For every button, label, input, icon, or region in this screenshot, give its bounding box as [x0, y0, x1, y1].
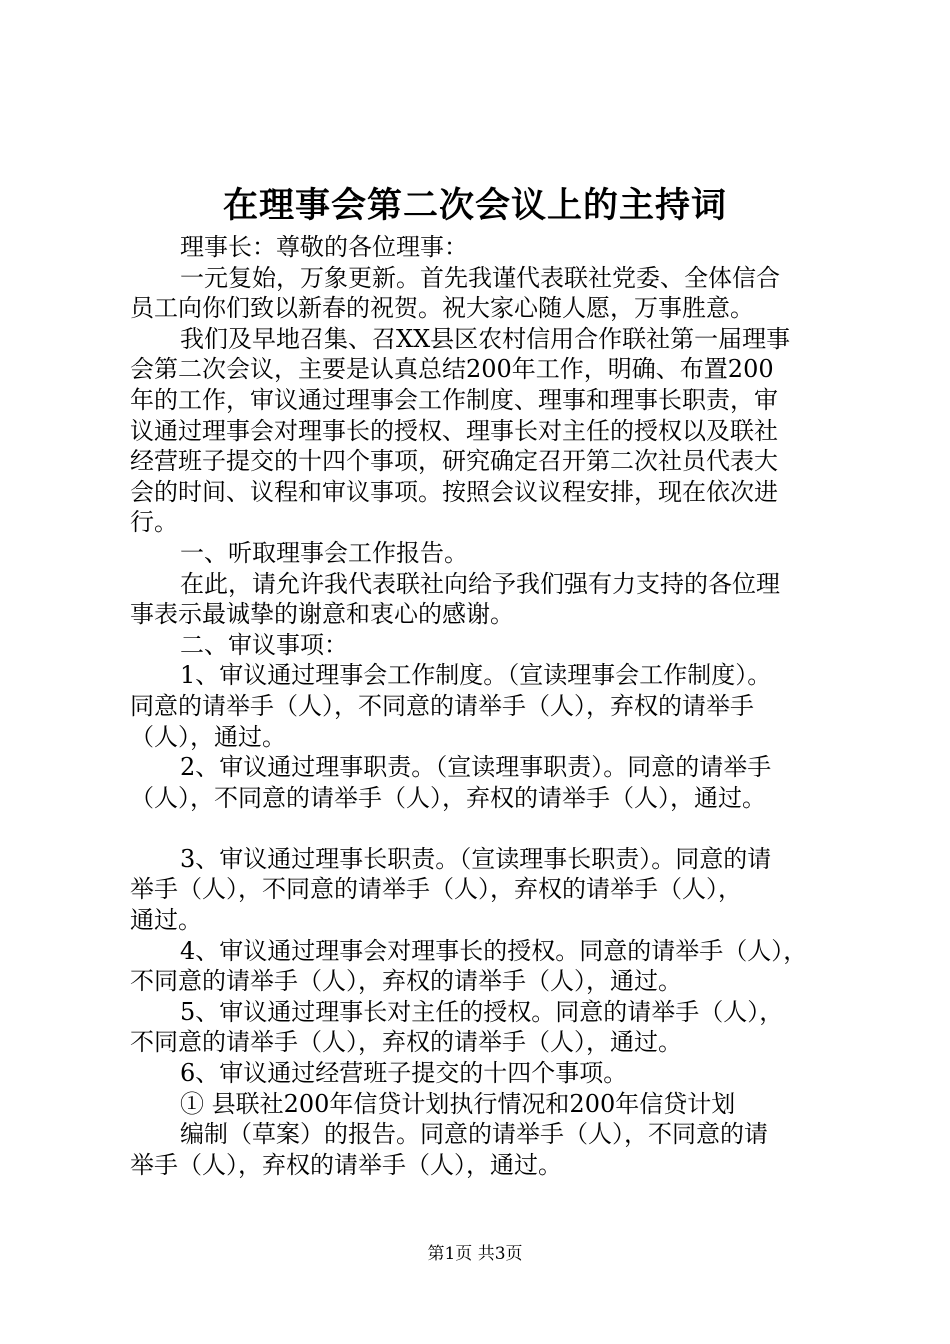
body-line: 1、审议通过理事会工作制度。（宣读理事会工作制度）。: [180, 661, 772, 690]
body-line: 同意的请举手（人），不同意的请举手（人），弃权的请举手: [130, 691, 754, 720]
body-line: 年的工作，审议通过理事会工作制度、理事和理事长职责，审: [130, 385, 778, 414]
body-line: （人），不同意的请举手（人），弃权的请举手（人），通过。: [130, 783, 766, 812]
body-line: （人），通过。: [130, 722, 286, 751]
body-line: 经营班子提交的十四个事项，研究确定召开第二次社员代表大: [130, 447, 778, 476]
body-line: 会第二次会议，主要是认真总结200年工作，明确、布置200: [130, 355, 774, 384]
document-title: 在理事会第二次会议上的主持词: [222, 185, 727, 226]
body-line: 行。: [130, 508, 178, 537]
body-line: 理事长：尊敬的各位理事：: [180, 233, 468, 261]
body-line: 不同意的请举手（人），弃权的请举手（人），通过。: [130, 967, 682, 996]
body-line: 5、审议通过理事长对主任的授权。同意的请举手（人），: [180, 997, 784, 1026]
body-line: 在此，请允许我代表联社向给予我们强有力支持的各位理: [180, 569, 780, 598]
body-line: 会的时间、议程和审议事项。按照会议议程安排，现在依次进: [130, 477, 778, 506]
page-footer: 第1页 共3页: [427, 1244, 523, 1264]
body-line: 2、审议通过理事职责。（宣读理事职责）。同意的请举手: [180, 753, 772, 782]
body-line: 举手（人），弃权的请举手（人），通过。: [130, 1150, 562, 1179]
body-line: 6、审议通过经营班子提交的十四个事项。: [180, 1059, 628, 1088]
body-line: 3、审议通过理事长职责。（宣读理事长职责）。同意的请: [180, 844, 772, 873]
body-line: ① 县联社200年信贷计划执行情况和200年信贷计划: [180, 1089, 736, 1118]
body-line: 一元复始，万象更新。首先我谨代表联社党委、全体信合: [180, 263, 780, 292]
body-line: 二、审议事项：: [180, 630, 348, 659]
body-line: 4、审议通过理事会对理事长的授权。同意的请举手（人），: [180, 936, 808, 965]
body-line: 员工向你们致以新春的祝贺。祝大家心随人愿，万事胜意。: [130, 294, 754, 323]
body-line: 不同意的请举手（人），弃权的请举手（人），通过。: [130, 1028, 682, 1057]
paragraph-spacer: [130, 813, 850, 844]
body-line: 一、听取理事会工作报告。: [180, 538, 468, 567]
body-line: 议通过理事会对理事长的授权、理事长对主任的授权以及联社: [130, 416, 778, 445]
body-line: 事表示最诚挚的谢意和衷心的感谢。: [130, 600, 514, 629]
body-line: 我们及早地召集、召XX县区农村信用合作联社第一届理事: [180, 324, 791, 353]
body-line: 举手（人），不同意的请举手（人），弃权的请举手（人），: [130, 875, 742, 904]
body-line: 编制（草案）的报告。同意的请举手（人），不同意的请: [180, 1120, 768, 1149]
body-line: 通过。: [130, 906, 202, 935]
document-body: [130, 232, 850, 1180]
